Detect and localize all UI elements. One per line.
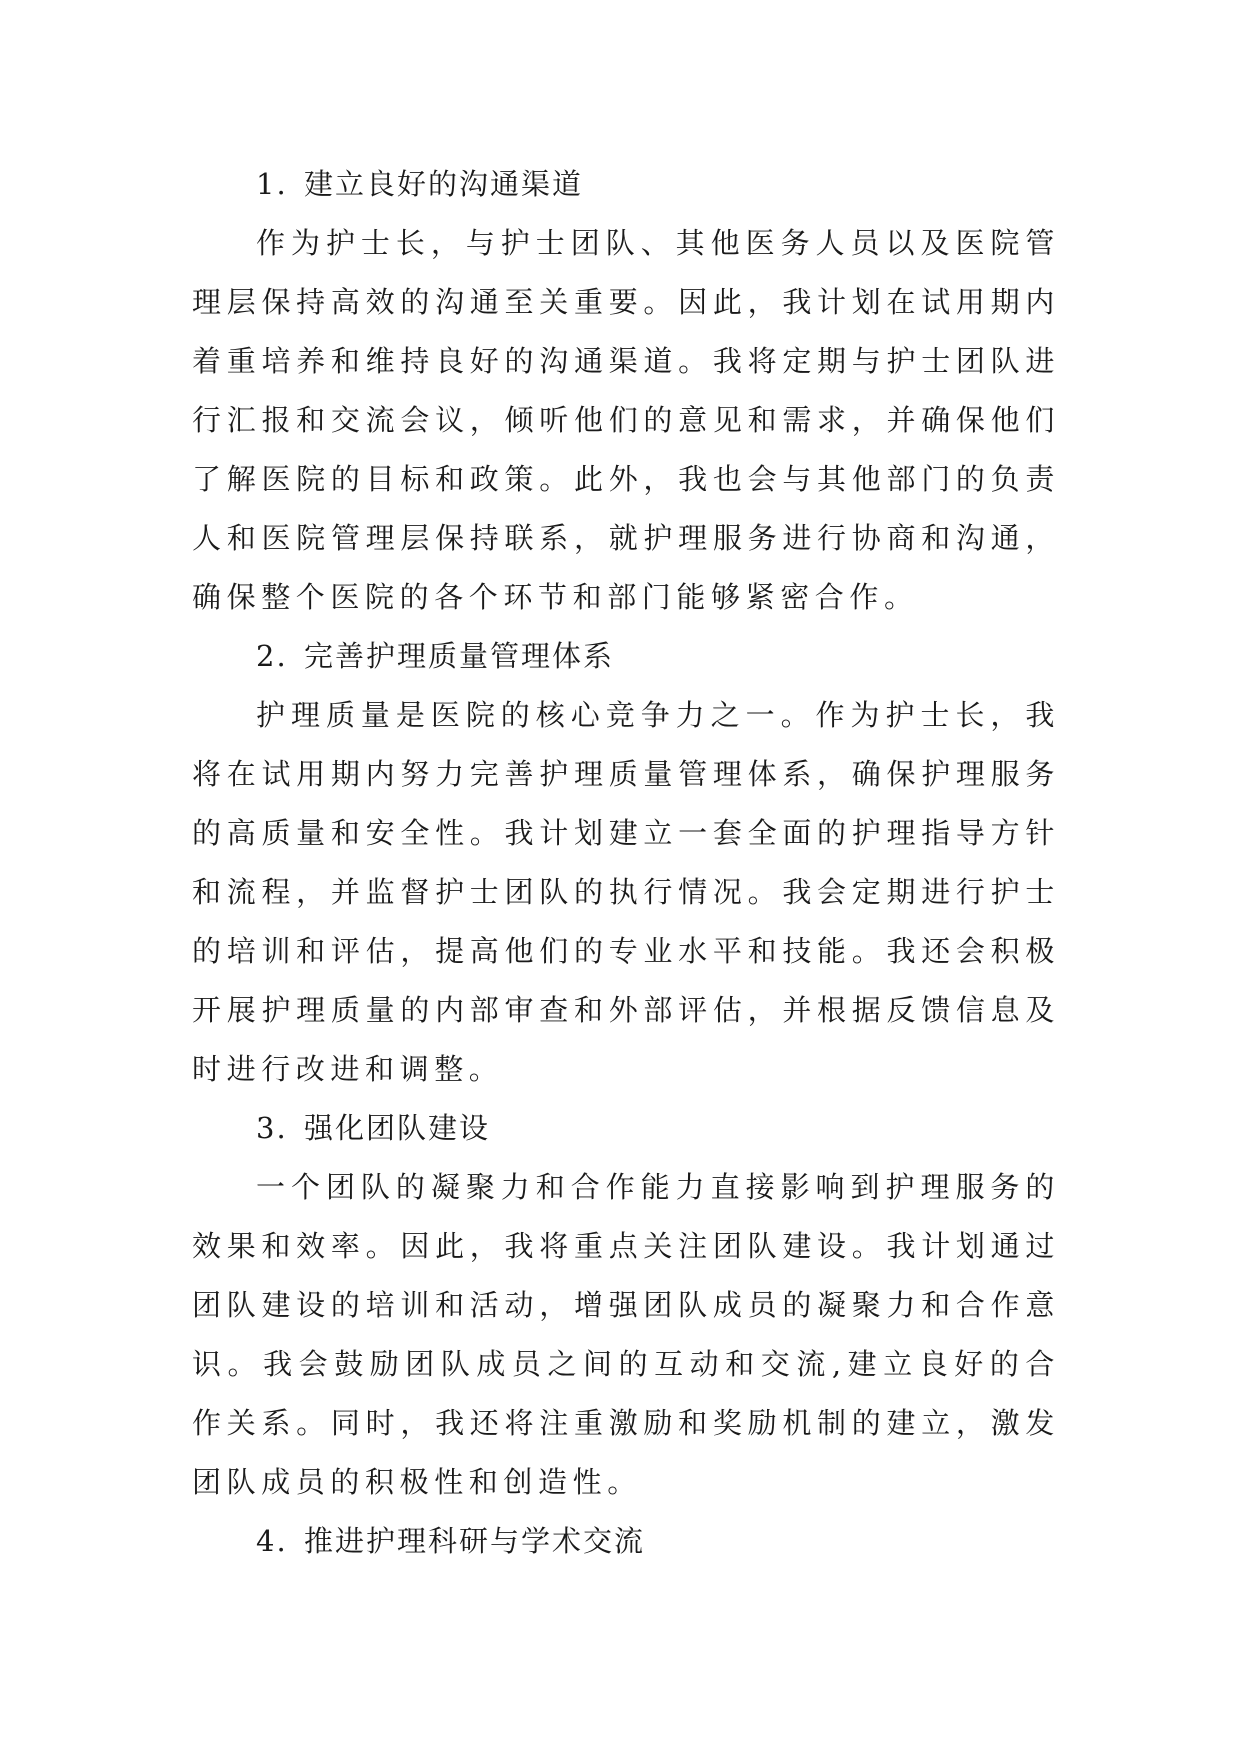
section-heading-2: [192, 627, 1060, 686]
section-number: 4.: [256, 1524, 288, 1558]
section-heading-1: [192, 155, 1060, 214]
section-title: 完善护理质量管理体系: [304, 639, 615, 673]
section-title: 推进护理科研与学术交流: [304, 1524, 646, 1558]
section-number: 3.: [256, 1111, 288, 1145]
section-number: 1.: [256, 167, 288, 201]
section-title: 强化团队建设: [304, 1111, 491, 1145]
section-heading-3: [192, 1099, 1060, 1158]
section-number: 2.: [256, 639, 288, 673]
section-paragraph-3: 一个团队的凝聚力和合作能力直接影响到护理服务的效果和效率。因此，我将重点关注团队建设。我计划通过团队建设的培训和活动，增强团队成员的凝聚力和合作意识。我会鼓励团队成员之间的互动和交流,建立良好的合作关系。同时，我还将注重激励和奖励机制的建立，激发团队成员的积极性和创造性。: [192, 1170, 1060, 1499]
document-content: [192, 155, 1060, 1571]
section-paragraph-2: 护理质量是医院的核心竞争力之一。作为护士长，我将在试用期内努力完善护理质量管理体系，确保护理服务的高质量和安全性。我计划建立一套全面的护理指导方针和流程，并监督护士团队的执行情况。我会定期进行护士的培训和评估，提高他们的专业水平和技能。我还会积极开展护理质量的内部审查和外部评估，并根据反馈信息及时进行改进和调整。: [192, 698, 1060, 1086]
section-title: 建立良好的沟通渠道: [304, 167, 584, 201]
section-heading-4: [192, 1512, 1060, 1571]
section-paragraph-1: 作为护士长，与护士团队、其他医务人员以及医院管理层保持高效的沟通至关重要。因此，我计划在试用期内着重培养和维持良好的沟通渠道。我将定期与护士团队进行汇报和交流会议，倾听他们的意见和需求，并确保他们了解医院的目标和政策。此外，我也会与其他部门的负责人和医院管理层保持联系，就护理服务进行协商和沟通，确保整个医院的各个环节和部门能够紧密合作。: [192, 226, 1060, 614]
